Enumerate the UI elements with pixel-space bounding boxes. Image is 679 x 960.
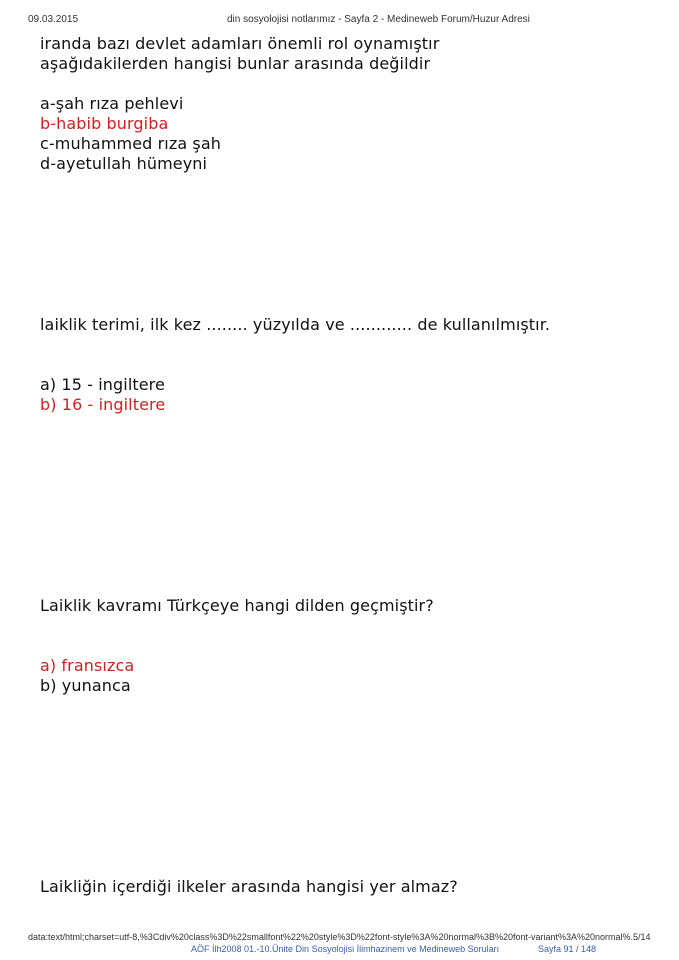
print-page-title: din sosyolojisi notlarımız - Sayfa 2 - Medineweb Forum/Huzur Adresi [227,14,530,25]
question-2-option-b-answer: b) 16 - ingiltere [40,395,166,414]
document-source: AÖF İlh2008 01.-10.Ünite Din Sosyolojisi İlimhazinem ve Medineweb Soruları [191,944,500,954]
question-4-text: Laikliğin içerdiği ilkeler arasında hangisi yer almaz? [40,877,458,896]
document-page-counter: Sayfa 91 / 148 [538,944,597,954]
question-3-text: Laiklik kavramı Türkçeye hangi dilden geçmiştir? [40,596,434,615]
question-3-option-b: b) yunanca [40,676,131,695]
question-3-option-a-answer: a) fransızca [40,656,135,675]
question-2-option-a: a) 15 - ingiltere [40,375,165,394]
print-page-number: 5/14 [633,932,651,942]
question-1-line-2: aşağıdakilerden hangisi bunlar arasında değildir [40,54,431,73]
question-1-option-c: c-muhammed rıza şah [40,134,221,153]
print-url: data:text/html;charset=utf-8,%3Cdiv%20class%3D%22smallfont%22%20style%3D%22font-style%3A%20normal%3B%20font-variant%3A%20normal%... [28,932,639,942]
question-1-option-d: d-ayetullah hümeyni [40,154,208,173]
question-2-text: laiklik terimi, ilk kez ........ yüzyılda ve ............ de kullanılmıştır. [40,315,551,334]
question-1-option-a: a-şah rıza pehlevi [40,94,184,113]
question-1-option-b-answer: b-habib burgiba [40,114,169,133]
question-1-line-1: iranda bazı devlet adamları önemli rol oynamıştır [40,34,440,53]
print-date: 09.03.2015 [28,14,79,25]
